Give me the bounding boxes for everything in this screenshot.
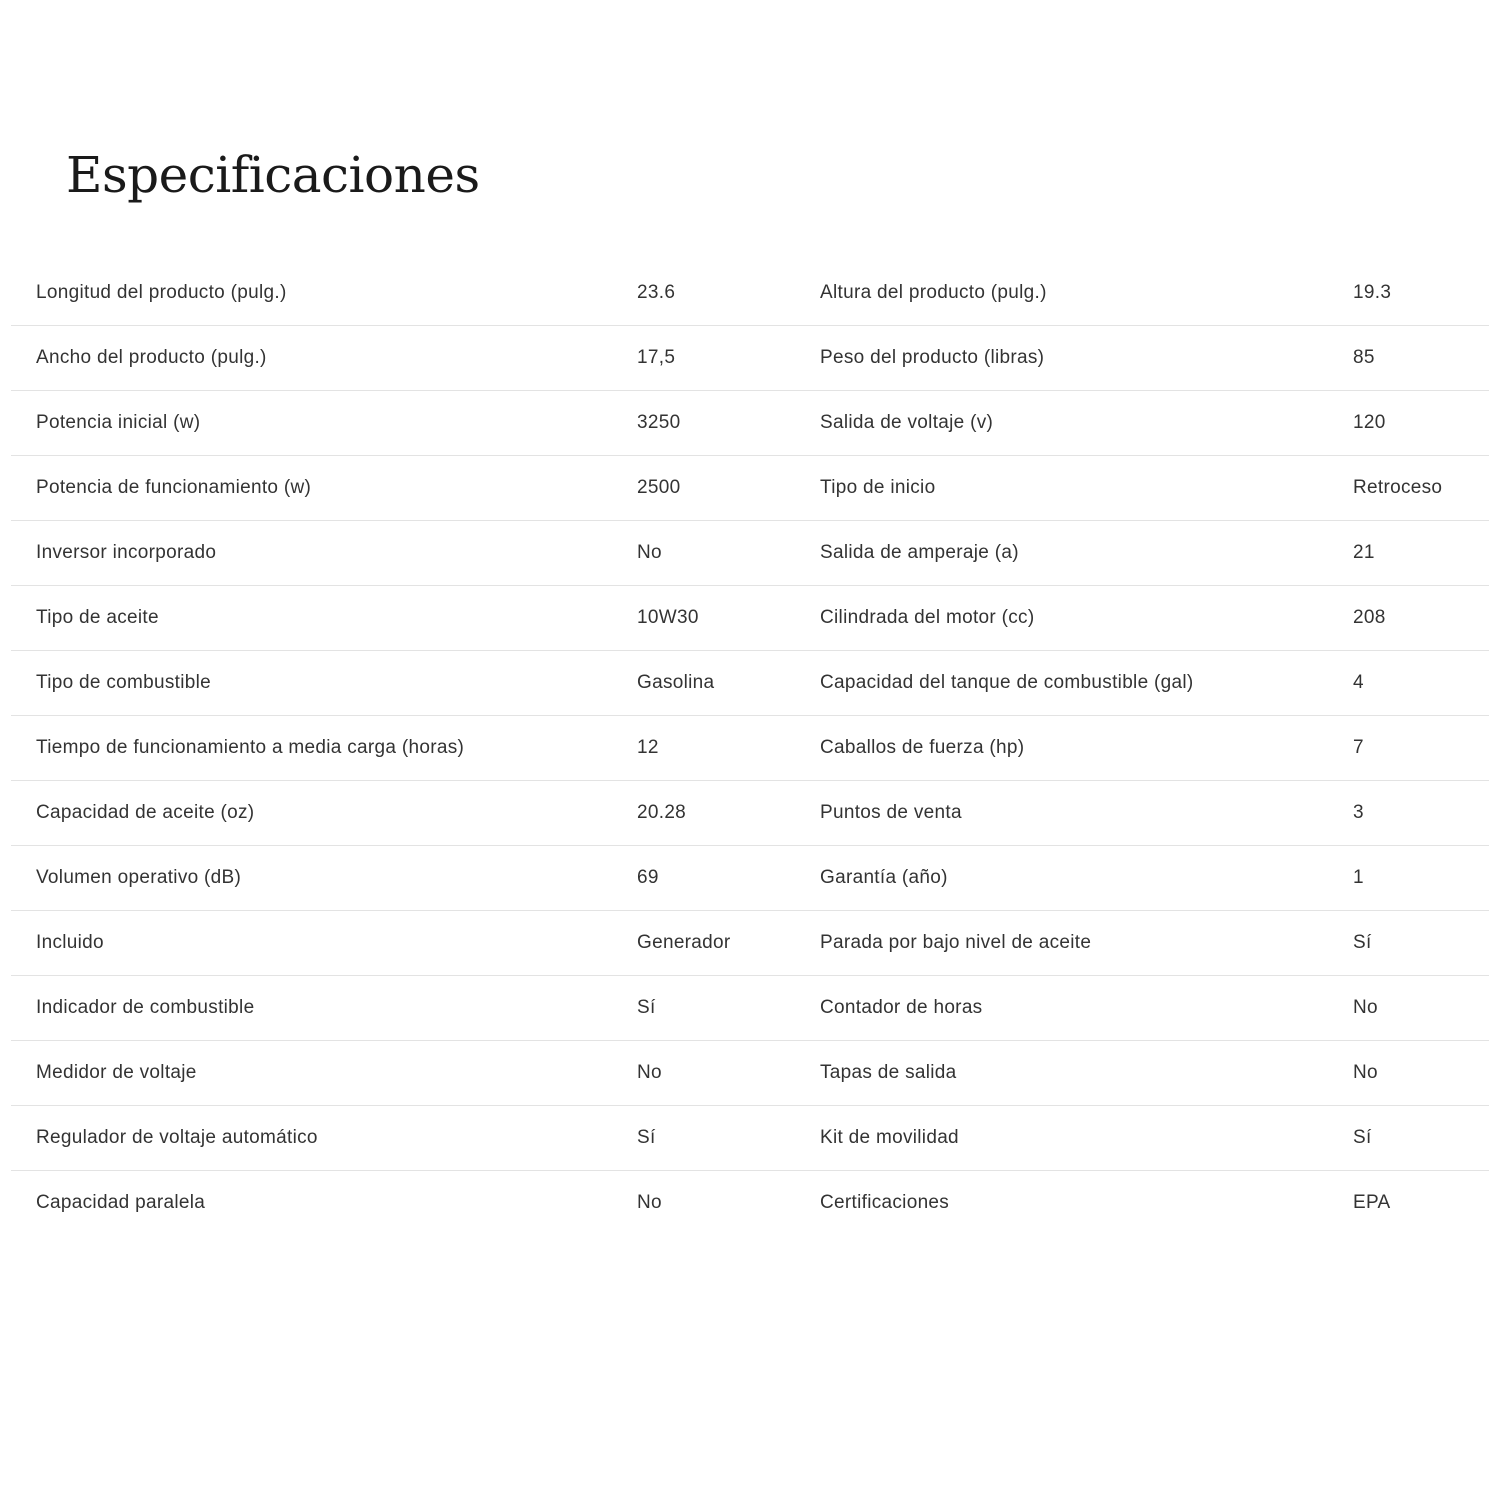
spec-value-right: 1 bbox=[1353, 846, 1489, 911]
spec-value-left: 20.28 bbox=[637, 781, 820, 846]
table-row bbox=[11, 846, 1489, 911]
spec-label-right: Salida de voltaje (v) bbox=[820, 391, 1353, 456]
spec-value-left: Sí bbox=[637, 976, 820, 1041]
spec-value-right: 7 bbox=[1353, 716, 1489, 781]
spec-value-left: No bbox=[637, 1192, 662, 1213]
spec-value-right: EPA bbox=[1353, 1192, 1391, 1213]
spec-label-left: Tipo de combustible bbox=[11, 651, 637, 716]
table-row bbox=[11, 716, 1489, 781]
spec-label-right: Garantía (año) bbox=[820, 846, 1353, 911]
spec-label-right: Caballos de fuerza (hp) bbox=[820, 716, 1353, 781]
spec-value-right: 120 bbox=[1353, 391, 1489, 456]
spec-label-left: Indicador de combustible bbox=[11, 976, 637, 1041]
spec-value-left: 3250 bbox=[637, 391, 820, 456]
spec-label-left: Longitud del producto (pulg.) bbox=[11, 261, 637, 326]
page-title: Especificaciones bbox=[66, 146, 480, 204]
spec-label-left: Potencia de funcionamiento (w) bbox=[11, 456, 637, 521]
spec-label-left: Capacidad de aceite (oz) bbox=[11, 781, 637, 846]
spec-value-left: No bbox=[637, 521, 820, 586]
spec-label-right: Capacidad del tanque de combustible (gal) bbox=[820, 651, 1353, 716]
spec-value-left: No bbox=[637, 1041, 820, 1106]
spec-label-left: Capacidad paralela bbox=[36, 1192, 206, 1213]
spec-label-right: Salida de amperaje (a) bbox=[820, 521, 1353, 586]
spec-label-left: Regulador de voltaje automático bbox=[11, 1106, 637, 1171]
spec-label-left: Potencia inicial (w) bbox=[11, 391, 637, 456]
spec-label-right: Kit de movilidad bbox=[820, 1106, 1353, 1171]
table-row bbox=[11, 911, 1489, 976]
table-row bbox=[11, 781, 1489, 846]
spec-value-right: Sí bbox=[1353, 911, 1489, 976]
table-row bbox=[11, 326, 1489, 391]
specifications-table-body bbox=[11, 261, 1489, 1235]
spec-value-right: 19.3 bbox=[1353, 261, 1489, 326]
spec-value-right: No bbox=[1353, 1041, 1489, 1106]
spec-value-right: 208 bbox=[1353, 586, 1489, 651]
spec-value-right: 3 bbox=[1353, 781, 1489, 846]
spec-label-right: Peso del producto (libras) bbox=[820, 326, 1353, 391]
spec-value-left: 12 bbox=[637, 716, 820, 781]
spec-value-right: 85 bbox=[1353, 326, 1489, 391]
spec-label-right: Tapas de salida bbox=[820, 1041, 1353, 1106]
spec-label-right: Cilindrada del motor (cc) bbox=[820, 586, 1353, 651]
table-row bbox=[11, 1041, 1489, 1106]
spec-label-right: Certificaciones bbox=[820, 1192, 950, 1213]
spec-value-left: 10W30 bbox=[637, 586, 820, 651]
spec-label-left: Volumen operativo (dB) bbox=[11, 846, 637, 911]
spec-value-left: 23.6 bbox=[637, 261, 820, 326]
table-row bbox=[11, 651, 1489, 716]
specifications-table bbox=[11, 261, 1489, 1235]
spec-value-left: Sí bbox=[637, 1106, 820, 1171]
spec-value-left: 2500 bbox=[637, 456, 820, 521]
spec-label-right: Altura del producto (pulg.) bbox=[820, 261, 1353, 326]
spec-label-left: Medidor de voltaje bbox=[11, 1041, 637, 1106]
spec-value-left: 69 bbox=[637, 846, 820, 911]
spec-value-left: Gasolina bbox=[637, 651, 820, 716]
spec-value-right: Retroceso bbox=[1353, 456, 1489, 521]
spec-label-right: Contador de horas bbox=[820, 976, 1353, 1041]
table-row bbox=[11, 1171, 1489, 1236]
spec-value-right: 21 bbox=[1353, 521, 1489, 586]
spec-value-right: Sí bbox=[1353, 1106, 1489, 1171]
spec-label-right: Puntos de venta bbox=[820, 781, 1353, 846]
spec-value-right: No bbox=[1353, 976, 1489, 1041]
spec-value-left: 17,5 bbox=[637, 326, 820, 391]
table-row bbox=[11, 261, 1489, 326]
spec-label-left: Tipo de aceite bbox=[11, 586, 637, 651]
spec-value-right: 4 bbox=[1353, 651, 1489, 716]
table-row bbox=[11, 456, 1489, 521]
spec-label-left: Incluido bbox=[11, 911, 637, 976]
table-row bbox=[11, 521, 1489, 586]
spec-label-left: Inversor incorporado bbox=[11, 521, 637, 586]
spec-label-right: Tipo de inicio bbox=[820, 456, 1353, 521]
table-row bbox=[11, 391, 1489, 456]
table-row bbox=[11, 1106, 1489, 1171]
spec-label-right: Parada por bajo nivel de aceite bbox=[820, 911, 1353, 976]
table-row bbox=[11, 976, 1489, 1041]
spec-label-left: Ancho del producto (pulg.) bbox=[11, 326, 637, 391]
spec-value-left: Generador bbox=[637, 911, 820, 976]
spec-label-left: Tiempo de funcionamiento a media carga (horas) bbox=[11, 716, 637, 781]
table-row bbox=[11, 586, 1489, 651]
